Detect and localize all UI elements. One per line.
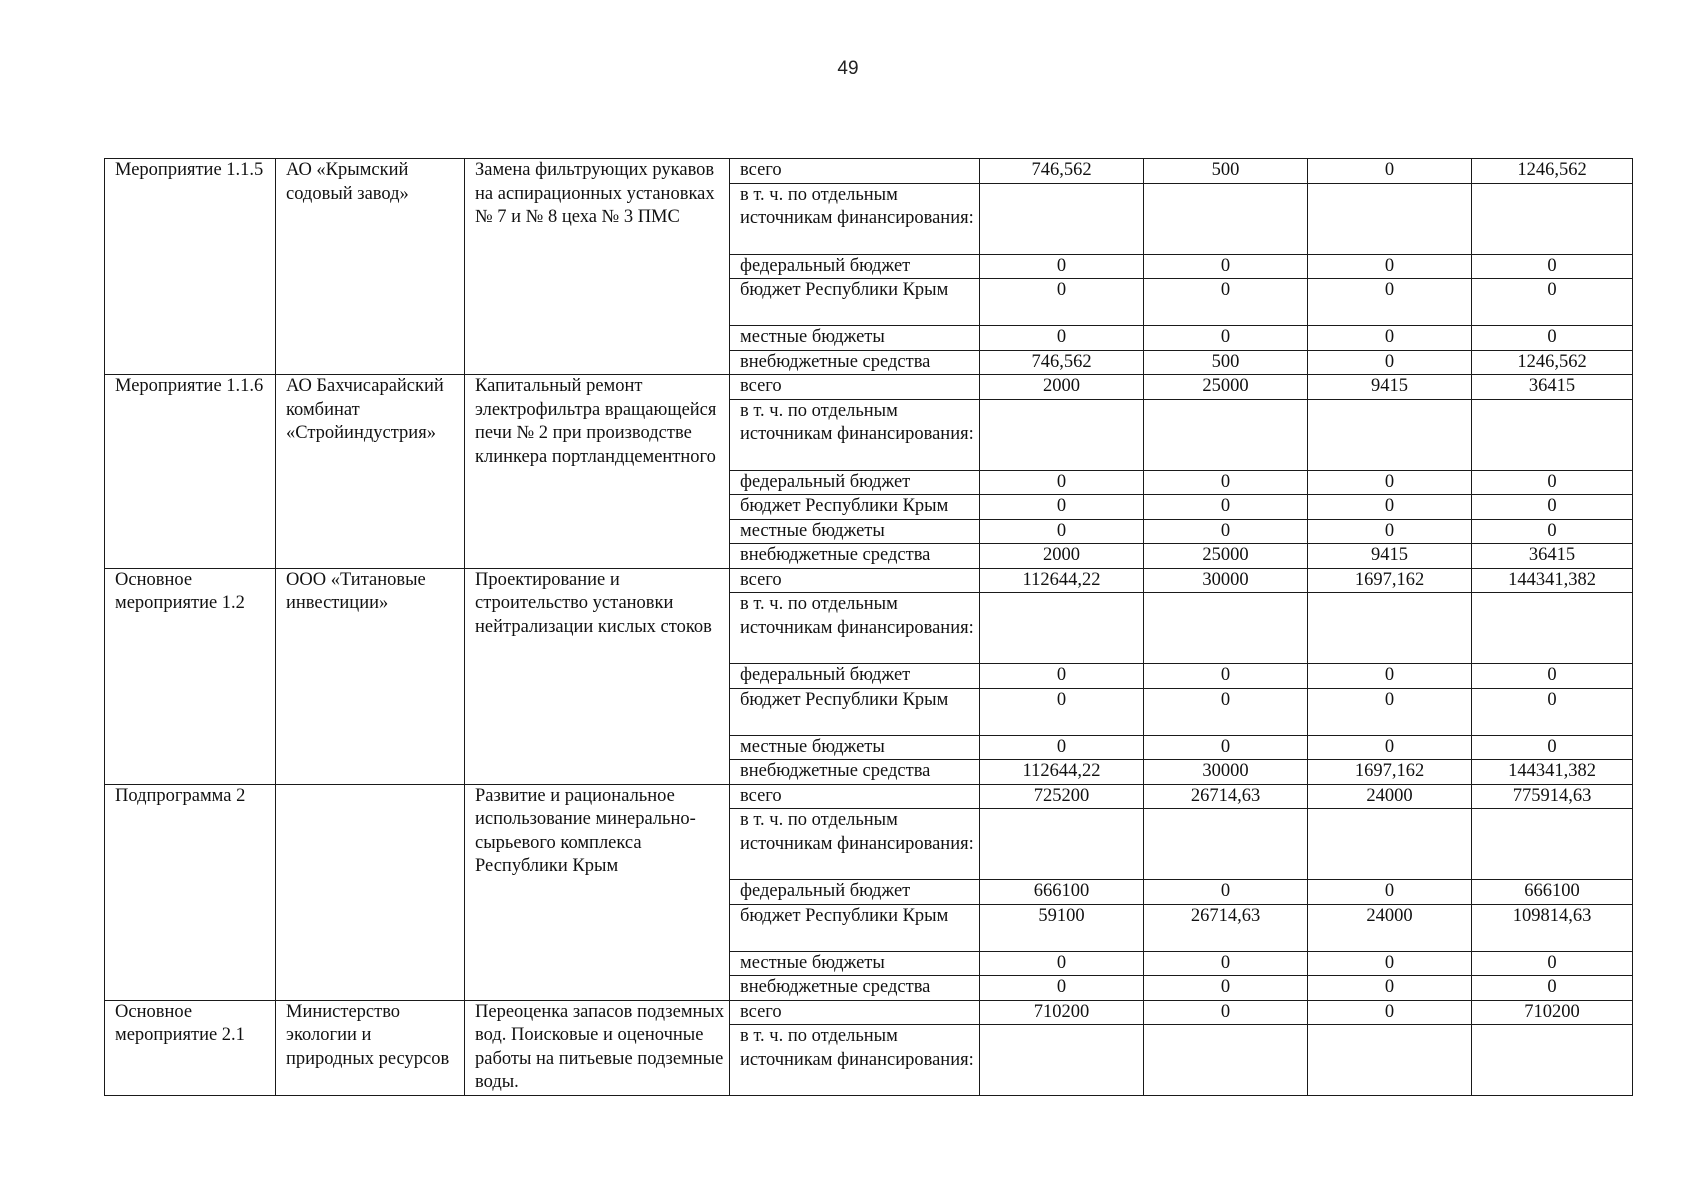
value-cell: 0 xyxy=(1308,735,1472,760)
value-cell: 500 xyxy=(1144,159,1308,184)
value-cell: 0 xyxy=(1144,326,1308,351)
funding-source-cell: внебюджетные средства xyxy=(730,544,980,569)
value-cell: 0 xyxy=(1472,735,1633,760)
value-cell: 1697,162 xyxy=(1308,760,1472,785)
funding-source-cell: федеральный бюджет xyxy=(730,470,980,495)
value-cell: 710200 xyxy=(1472,1000,1633,1025)
value-cell: 0 xyxy=(1472,664,1633,689)
table-row xyxy=(105,375,1633,400)
value-cell: 0 xyxy=(1308,254,1472,279)
value-cell: 0 xyxy=(1144,880,1308,905)
financing-table-body xyxy=(105,159,1633,1096)
value-cell: 0 xyxy=(1144,976,1308,1001)
value-cell: 0 xyxy=(1472,519,1633,544)
value-cell: 0 xyxy=(980,951,1144,976)
value-cell: 0 xyxy=(1144,951,1308,976)
value-cell: 112644,22 xyxy=(980,760,1144,785)
value-cell: 36415 xyxy=(1472,544,1633,569)
value-cell: 30000 xyxy=(1144,760,1308,785)
value-cell: 666100 xyxy=(980,880,1144,905)
value-cell: 26714,63 xyxy=(1144,904,1308,951)
value-cell: 0 xyxy=(1472,279,1633,326)
executor-cell: АО «Крымский содовый завод» xyxy=(276,159,465,375)
funding-source-cell: федеральный бюджет xyxy=(730,664,980,689)
value-cell: 0 xyxy=(1308,495,1472,520)
event-cell: Основное мероприятие 2.1 xyxy=(105,1000,276,1096)
description-cell: Проектирование и строительство установки нейтрализации кислых стоков xyxy=(465,568,730,784)
value-cell xyxy=(980,593,1144,664)
funding-source-cell: федеральный бюджет xyxy=(730,254,980,279)
executor-cell: Министерство экологии и природных ресурсов xyxy=(276,1000,465,1096)
event-cell: Основное мероприятие 1.2 xyxy=(105,568,276,784)
value-cell: 0 xyxy=(1308,1000,1472,1025)
value-cell: 0 xyxy=(1144,254,1308,279)
value-cell: 0 xyxy=(1144,664,1308,689)
value-cell xyxy=(1308,1025,1472,1096)
value-cell xyxy=(980,1025,1144,1096)
description-cell: Замена фильтрующих рукавов на аспирационных установках № 7 и № 8 цеха № 3 ПМС xyxy=(465,159,730,375)
funding-source-cell: внебюджетные средства xyxy=(730,760,980,785)
value-cell: 0 xyxy=(1144,495,1308,520)
funding-source-cell: в т. ч. по отдельным источникам финансирования: xyxy=(730,399,980,470)
value-cell xyxy=(1472,1025,1633,1096)
value-cell xyxy=(1308,399,1472,470)
value-cell: 0 xyxy=(980,664,1144,689)
value-cell xyxy=(1144,399,1308,470)
funding-source-cell: местные бюджеты xyxy=(730,735,980,760)
value-cell: 25000 xyxy=(1144,544,1308,569)
event-cell: Мероприятие 1.1.6 xyxy=(105,375,276,569)
value-cell: 24000 xyxy=(1308,784,1472,809)
funding-source-cell: бюджет Республики Крым xyxy=(730,904,980,951)
value-cell: 0 xyxy=(1308,470,1472,495)
funding-source-cell: бюджет Республики Крым xyxy=(730,279,980,326)
value-cell: 0 xyxy=(1472,951,1633,976)
value-cell xyxy=(1472,593,1633,664)
funding-source-cell: в т. ч. по отдельным источникам финансирования: xyxy=(730,1025,980,1096)
value-cell: 0 xyxy=(1308,688,1472,735)
value-cell xyxy=(1472,183,1633,254)
funding-source-cell: местные бюджеты xyxy=(730,951,980,976)
value-cell: 0 xyxy=(1308,880,1472,905)
value-cell xyxy=(980,183,1144,254)
value-cell: 500 xyxy=(1144,350,1308,375)
executor-cell: ООО «Титановые инвестиции» xyxy=(276,568,465,784)
funding-source-cell: бюджет Республики Крым xyxy=(730,688,980,735)
table-row xyxy=(105,159,1633,184)
funding-source-cell: всего xyxy=(730,159,980,184)
value-cell: 0 xyxy=(980,470,1144,495)
value-cell: 0 xyxy=(1144,1000,1308,1025)
value-cell: 1697,162 xyxy=(1308,568,1472,593)
value-cell: 746,562 xyxy=(980,159,1144,184)
value-cell: 0 xyxy=(1472,470,1633,495)
value-cell: 9415 xyxy=(1308,544,1472,569)
value-cell: 109814,63 xyxy=(1472,904,1633,951)
value-cell: 30000 xyxy=(1144,568,1308,593)
value-cell: 0 xyxy=(1308,519,1472,544)
value-cell: 725200 xyxy=(980,784,1144,809)
value-cell: 0 xyxy=(1308,326,1472,351)
funding-source-cell: всего xyxy=(730,375,980,400)
table-row xyxy=(105,784,1633,809)
value-cell: 0 xyxy=(980,688,1144,735)
funding-source-cell: бюджет Республики Крым xyxy=(730,495,980,520)
value-cell: 0 xyxy=(1144,735,1308,760)
value-cell: 0 xyxy=(980,735,1144,760)
event-cell: Подпрограмма 2 xyxy=(105,784,276,1000)
value-cell: 0 xyxy=(1472,688,1633,735)
value-cell xyxy=(1308,809,1472,880)
executor-cell xyxy=(276,784,465,1000)
value-cell: 9415 xyxy=(1308,375,1472,400)
value-cell: 0 xyxy=(1472,254,1633,279)
funding-source-cell: всего xyxy=(730,1000,980,1025)
value-cell: 0 xyxy=(1308,976,1472,1001)
value-cell: 144341,382 xyxy=(1472,760,1633,785)
value-cell: 0 xyxy=(1308,664,1472,689)
value-cell xyxy=(1308,593,1472,664)
funding-source-cell: местные бюджеты xyxy=(730,519,980,544)
value-cell: 2000 xyxy=(980,544,1144,569)
value-cell: 25000 xyxy=(1144,375,1308,400)
value-cell xyxy=(1308,183,1472,254)
value-cell: 0 xyxy=(980,976,1144,1001)
value-cell: 0 xyxy=(1144,279,1308,326)
value-cell: 0 xyxy=(1308,279,1472,326)
value-cell: 0 xyxy=(1144,470,1308,495)
value-cell: 0 xyxy=(1144,519,1308,544)
value-cell xyxy=(1472,809,1633,880)
funding-source-cell: в т. ч. по отдельным источникам финансирования: xyxy=(730,593,980,664)
value-cell xyxy=(980,399,1144,470)
value-cell xyxy=(1144,1025,1308,1096)
event-cell: Мероприятие 1.1.5 xyxy=(105,159,276,375)
table-row xyxy=(105,1000,1633,1025)
value-cell: 0 xyxy=(1144,688,1308,735)
value-cell: 1246,562 xyxy=(1472,350,1633,375)
funding-source-cell: в т. ч. по отдельным источникам финансирования: xyxy=(730,809,980,880)
value-cell: 666100 xyxy=(1472,880,1633,905)
value-cell: 1246,562 xyxy=(1472,159,1633,184)
value-cell: 36415 xyxy=(1472,375,1633,400)
value-cell: 0 xyxy=(1472,976,1633,1001)
value-cell: 26714,63 xyxy=(1144,784,1308,809)
value-cell xyxy=(1144,809,1308,880)
value-cell: 0 xyxy=(980,326,1144,351)
value-cell: 0 xyxy=(980,519,1144,544)
value-cell: 0 xyxy=(1472,326,1633,351)
value-cell: 0 xyxy=(1308,350,1472,375)
description-cell: Капитальный ремонт электрофильтра вращающейся печи № 2 при производстве клинкера портландцементного xyxy=(465,375,730,569)
funding-source-cell: внебюджетные средства xyxy=(730,350,980,375)
value-cell: 2000 xyxy=(980,375,1144,400)
value-cell: 0 xyxy=(980,495,1144,520)
funding-source-cell: местные бюджеты xyxy=(730,326,980,351)
value-cell: 0 xyxy=(980,279,1144,326)
executor-cell: АО Бахчисарайский комбинат «Стройиндустрия» xyxy=(276,375,465,569)
description-cell: Развитие и рациональное использование минерально-сырьевого комплекса Республики Крым xyxy=(465,784,730,1000)
page-number: 49 xyxy=(837,58,859,79)
funding-source-cell: в т. ч. по отдельным источникам финансирования: xyxy=(730,183,980,254)
funding-source-cell: внебюджетные средства xyxy=(730,976,980,1001)
value-cell xyxy=(1472,399,1633,470)
description-cell: Переоценка запасов подземных вод. Поисковые и оценочные работы на питьевые подземные воды. xyxy=(465,1000,730,1096)
value-cell: 24000 xyxy=(1308,904,1472,951)
funding-source-cell: федеральный бюджет xyxy=(730,880,980,905)
funding-source-cell: всего xyxy=(730,568,980,593)
financing-table xyxy=(104,158,1633,1096)
value-cell xyxy=(1144,183,1308,254)
value-cell: 0 xyxy=(1472,495,1633,520)
value-cell: 59100 xyxy=(980,904,1144,951)
value-cell: 710200 xyxy=(980,1000,1144,1025)
value-cell: 746,562 xyxy=(980,350,1144,375)
value-cell: 0 xyxy=(1308,159,1472,184)
funding-source-cell: всего xyxy=(730,784,980,809)
value-cell: 144341,382 xyxy=(1472,568,1633,593)
table-row xyxy=(105,568,1633,593)
value-cell: 0 xyxy=(1308,951,1472,976)
value-cell: 0 xyxy=(980,254,1144,279)
value-cell xyxy=(1144,593,1308,664)
value-cell xyxy=(980,809,1144,880)
value-cell: 775914,63 xyxy=(1472,784,1633,809)
value-cell: 112644,22 xyxy=(980,568,1144,593)
